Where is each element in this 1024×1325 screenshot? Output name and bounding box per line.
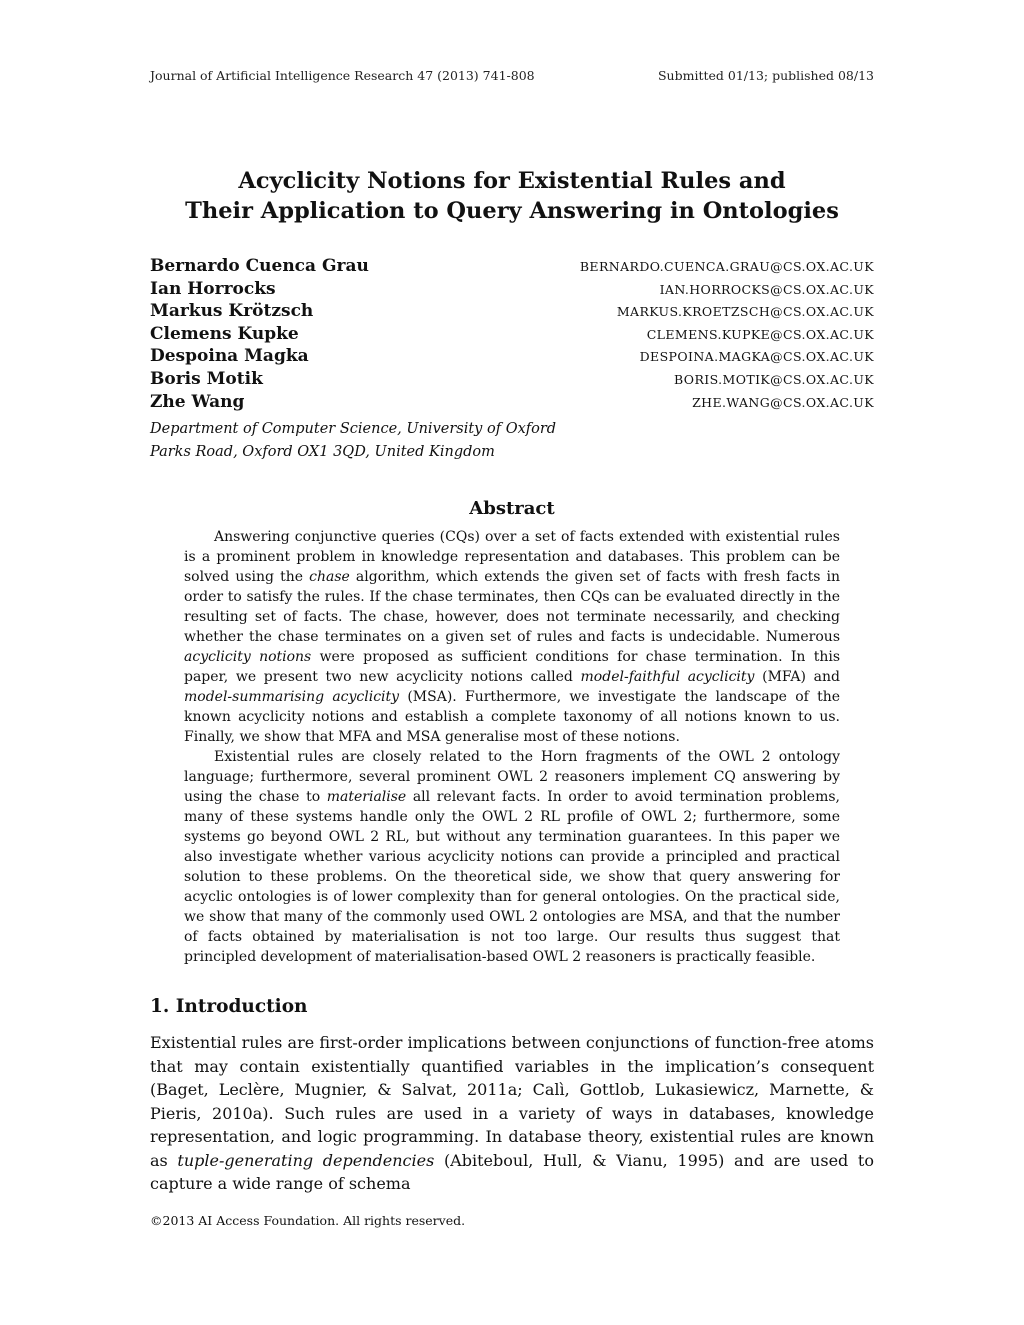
author-name: Clemens Kupke: [150, 323, 299, 344]
submission-dates: Submitted 01/13; published 08/13: [657, 68, 874, 83]
author-row: [150, 324, 874, 347]
author-name: Markus Krötzsch: [150, 301, 314, 322]
abstract-paragraph: Existential rules are closely related to the Horn fragments of the OWL 2 ontology language; furthermore, several prominent OWL 2 reasoners implement CQ answering by using the chase to materialise all relevant facts. In order to avoid termination problems, many of these systems handle only the OWL 2 RL profile of OWL 2; furthermore, some systems go beyond OWL 2 RL, but without any termination guarantees. In this paper we also investigate whether various acyclicity notions can provide a principled and practical solution to these problems. On the theoretical side, we show that query answering for acyclic ontologies is of lower complexity than for general ontologies. On the practical side, we show that many of the commonly used OWL 2 ontologies are MSA, and that the number of facts obtained by materialisation is not too large. Our results thus suggest that principled development of materialisation-based OWL 2 reasoners is practically feasible.: [184, 749, 840, 965]
author-email[interactable]: BERNARDO.CUENCA.GRAU@CS.OX.AC.UK: [579, 259, 874, 274]
author-email[interactable]: MARKUS.KROETZSCH@CS.OX.AC.UK: [616, 304, 874, 320]
author-name: Zhe Wang: [150, 391, 245, 412]
author-email[interactable]: CLEMENS.KUPKE@CS.OX.AC.UK: [646, 326, 874, 342]
author-list: [150, 256, 874, 414]
author-row: [150, 256, 874, 279]
author-row: [150, 346, 874, 369]
affiliation-line-2: Parks Road, Oxford OX1 3QD, United Kingdom: [150, 444, 495, 460]
author-name: Ian Horrocks: [150, 278, 276, 299]
title-line-2: Their Application to Query Answering in Ontologies: [185, 198, 839, 224]
author-name: Boris Motik: [150, 368, 263, 389]
author-row: [150, 279, 874, 302]
author-row: [150, 301, 874, 324]
copyright-footer: ©2013 AI Access Foundation. All rights reserved.: [150, 1213, 466, 1228]
author-email[interactable]: BORIS.MOTIK@CS.OX.AC.UK: [673, 371, 874, 387]
author-email[interactable]: IAN.HORROCKS@CS.OX.AC.UK: [659, 281, 874, 297]
affiliation: [150, 418, 556, 464]
author-email[interactable]: DESPOINA.MAGKA@CS.OX.AC.UK: [639, 349, 874, 365]
affiliation-line-1: Department of Computer Science, University of Oxford: [150, 421, 557, 437]
introduction-body: [150, 1031, 874, 1196]
abstract-body: [184, 527, 840, 967]
author-name: Bernardo Cuenca Grau: [150, 256, 369, 276]
section-heading-introduction: 1. Introduction: [150, 996, 308, 1017]
author-row: [150, 392, 874, 415]
journal-header: Journal of Artificial Intelligence Research 47 (2013) 741-808: [150, 68, 535, 83]
paper-title: [0, 166, 1024, 226]
author-row: [150, 369, 874, 392]
author-name: Despoina Magka: [150, 346, 309, 367]
introduction-paragraph: Existential rules are first-order implications between conjunctions of function-free atoms that may contain existentially quantified variables in the implication’s consequent (Baget, Leclère, Mugnier, & Salvat, 2011a; Calì, Gottlob, Lukasiewicz, Marnette, & Pieris, 2010a). Such rules are used in a variety of ways in databases, knowledge representation, and logic programming. In database theory, existential rules are known as tuple-generating dependencies (Abiteboul, Hull, & Vianu, 1995) and are used to capture a wide range of schema: [150, 1033, 874, 1193]
author-email[interactable]: ZHE.WANG@CS.OX.AC.UK: [692, 394, 874, 410]
title-line-1: Acyclicity Notions for Existential Rules and: [238, 168, 786, 194]
abstract-heading: Abstract: [469, 498, 555, 519]
abstract-paragraph: Answering conjunctive queries (CQs) over a set of facts extended with existential rules is a prominent problem in knowledge representation and databases. This problem can be solved using the chase algorithm, which extends the given set of facts with fresh facts in order to satisfy the rules. If the chase terminates, then CQs can be evaluated directly in the resulting set of facts. The chase, however, does not terminate necessarily, and checking whether the chase terminates on a given set of rules and facts is undecidable. Numerous acyclicity notions were proposed as sufficient conditions for chase termination. In this paper, we present two new acyclicity notions called model-faithful acyclicity (MFA) and model-summarising acyclicity (MSA). Furthermore, we investigate the landscape of the known acyclicity notions and establish a complete taxonomy of all notions known to us. Finally, we show that MFA and MSA generalise most of these notions.: [184, 529, 841, 745]
